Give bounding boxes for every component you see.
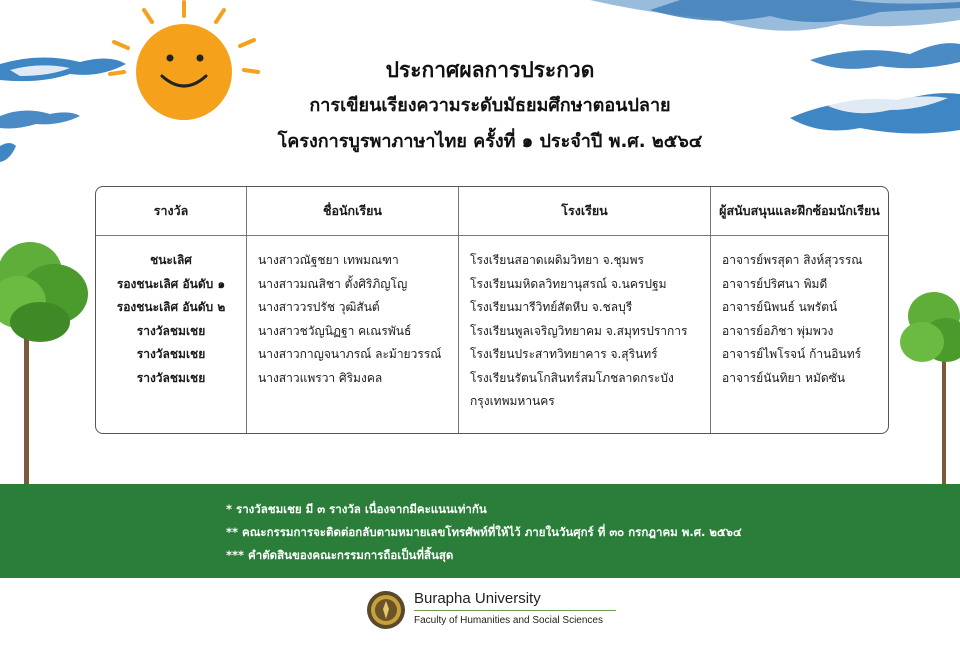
school-cell: โรงเรียนรัตนโกสินทร์สมโภชลาดกระบัง: [470, 370, 674, 385]
teacher-cell: อาจารย์พรสุดา สิงห์สุวรรณ: [722, 253, 863, 267]
student-cell: นางสาวชวัญนิฏฐา คเณรพันธ์: [258, 323, 412, 338]
column-header-teacher: ผู้สนับสนุนและฝึกซ้อมนักเรียน: [719, 203, 880, 218]
award-column: [96, 249, 246, 390]
student-column: [258, 249, 454, 390]
footer-divider: [414, 610, 616, 611]
header-divider: [96, 235, 888, 236]
student-cell: นางสาวกาญจนาภรณ์ ละม้ายวรรณ์: [258, 347, 442, 361]
student-cell: นางสาวณัฐชยา เทพมณฑา: [258, 253, 399, 267]
award-cell: รองชนะเลิศ อันดับ ๒: [116, 300, 226, 314]
announcement-header: [200, 52, 780, 160]
project-title: โครงการบูรพาภาษาไทย ครั้งที่ ๑ ประจำปี พ.ศ. ๒๕๖๔: [277, 131, 703, 152]
teacher-column: [722, 249, 888, 390]
student-cell: นางสาวแพรวา ศิริมงคล: [258, 370, 383, 385]
award-cell: ชนะเลิศ: [150, 253, 192, 267]
teacher-cell: อาจารย์นิพนธ์ นพรัตน์: [722, 300, 838, 314]
school-cell: โรงเรียนมหิดลวิทยานุสรณ์ จ.นครปฐม: [470, 276, 667, 291]
teacher-cell: อาจารย์ปริศนา พิมดี: [722, 276, 828, 291]
notes-list: [226, 498, 742, 567]
teacher-cell: อาจารย์นันทิยา หมัดซัน: [722, 370, 846, 385]
teacher-cell: อาจารย์อภิชา พุ่มพวง: [722, 323, 834, 338]
page-title: ประกาศผลการประกวด: [385, 58, 595, 82]
column-header-award: รางวัล: [153, 203, 189, 218]
tree-left: [0, 232, 92, 488]
tree-right: [890, 286, 960, 486]
results-table: [95, 186, 889, 434]
column-header-student: ชื่อนักเรียน: [323, 203, 382, 218]
award-cell: รองชนะเลิศ อันดับ ๑: [116, 276, 226, 291]
column-header-school: โรงเรียน: [561, 203, 608, 218]
school-cell: โรงเรียนพูลเจริญวิทยาคม จ.สมุทรปราการ: [470, 323, 688, 338]
university-name: Burapha University: [414, 590, 541, 607]
university-seal-icon: [366, 590, 406, 630]
notes-band: [0, 484, 960, 578]
award-cell: รางวัลชมเชย: [136, 323, 206, 338]
award-cell: รางวัลชมเชย: [136, 347, 206, 361]
note-item: ** คณะกรรมการจะติดต่อกลับตามหมายเลขโทรศัพท์ที่ให้ไว้ ภายในวันศุกร์ ที่ ๓๐ กรกฎาคม พ.ศ. ๒๕๖๔: [226, 525, 742, 539]
student-cell: นางสาวมณสิชา ตั้งศิริภิญโญ: [258, 276, 408, 291]
note-item: *** คำตัดสินของคณะกรรมการถือเป็นที่สิ้นสุด: [226, 548, 454, 562]
school-cell: โรงเรียนมารีวิทย์สัตหีบ จ.ชลบุรี: [470, 300, 633, 314]
faculty-name: Faculty of Humanities and Social Sciences: [414, 615, 603, 626]
page-subtitle: การเขียนเรียงความระดับมัธยมศึกษาตอนปลาย: [309, 95, 671, 116]
note-item: * รางวัลชมเชย มี ๓ รางวัล เนื่องจากมีคะแนนเท่ากัน: [226, 502, 487, 516]
school-column: [470, 249, 710, 414]
teacher-cell: อาจารย์ไพโรจน์ ก้านอินทร์: [722, 347, 862, 361]
student-cell: นางสาววรปรัช วุฒิสันต์: [258, 300, 380, 314]
school-cell: กรุงเทพมหานคร: [470, 394, 555, 408]
university-footer: [366, 588, 626, 632]
award-cell: รางวัลชมเชย: [136, 370, 206, 385]
school-cell: โรงเรียนสอาดเผดิมวิทยา จ.ชุมพร: [470, 253, 644, 267]
clouds-left: [0, 50, 130, 170]
school-cell: โรงเรียนประสาทวิทยาคาร จ.สุรินทร์: [470, 347, 658, 361]
